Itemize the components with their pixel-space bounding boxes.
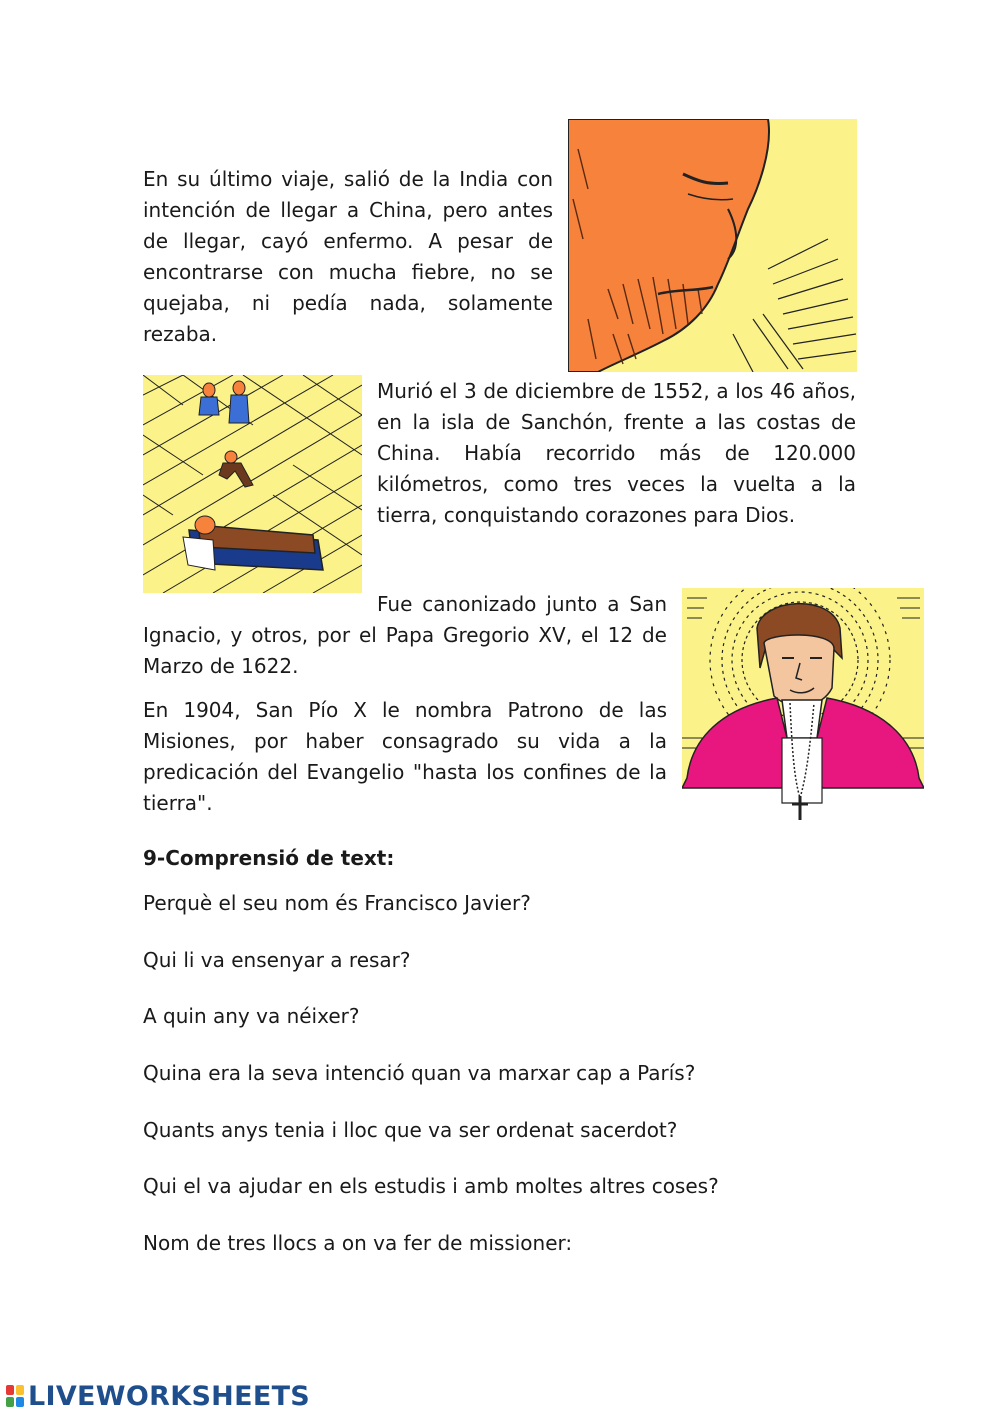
question-7: Nom de tres llocs a on va fer de missioner: bbox=[143, 1231, 573, 1255]
section-heading: 9-Comprensió de text: bbox=[143, 846, 395, 870]
paragraph-death: Murió el 3 de diciembre de 1552, a los 46 años, en la isla de Sanchón, frente a las costas de China. Había recorrido más de 120.000 kilómetros, como tres veces la vuelta a la tierra, conquistando corazones para Dios. bbox=[377, 379, 856, 527]
face-illustration bbox=[568, 119, 857, 372]
brand-name: LIVEWORKSHEETS bbox=[28, 1380, 311, 1412]
logo-cell-blue bbox=[16, 1397, 24, 1407]
paragraph-patron: En 1904, San Pío X le nombra Patrono de las Misiones, por haber consagrado su vida a la predicación del Evangelio "hasta los confines de la tierra". bbox=[143, 698, 667, 815]
question-4: Quina era la seva intenció quan va marxar cap a París? bbox=[143, 1061, 696, 1085]
liveworksheets-logo[interactable] bbox=[6, 1380, 310, 1412]
logo-icon bbox=[6, 1385, 24, 1407]
paragraph-canonization-rest: Ignacio, y otros, por el Papa Gregorio XV, el 12 de Marzo de 1622. bbox=[143, 623, 667, 678]
paragraph-canonization-line1: Fue canonizado junto a San bbox=[377, 592, 667, 616]
question-1: Perquè el seu nom és Francisco Javier? bbox=[143, 891, 531, 915]
saint-portrait-illustration bbox=[682, 588, 924, 828]
logo-cell-yellow bbox=[16, 1385, 24, 1395]
logo-cell-green bbox=[6, 1397, 14, 1407]
question-5: Quants anys tenia i lloc que va ser ordenat sacerdot? bbox=[143, 1118, 678, 1142]
question-6: Qui el va ajudar en els estudis i amb moltes altres coses? bbox=[143, 1174, 719, 1198]
question-2: Qui li va ensenyar a resar? bbox=[143, 948, 411, 972]
deathbed-illustration bbox=[143, 375, 362, 593]
paragraph-last-journey: En su último viaje, salió de la India con intención de llegar a China, pero antes de llegar, cayó enfermo. A pesar de encontrarse con mucha fiebre, no se quejaba, ni pedía nada, solamente rezaba. bbox=[143, 167, 553, 346]
question-3: A quin any va néixer? bbox=[143, 1004, 360, 1028]
logo-cell-red bbox=[6, 1385, 14, 1395]
